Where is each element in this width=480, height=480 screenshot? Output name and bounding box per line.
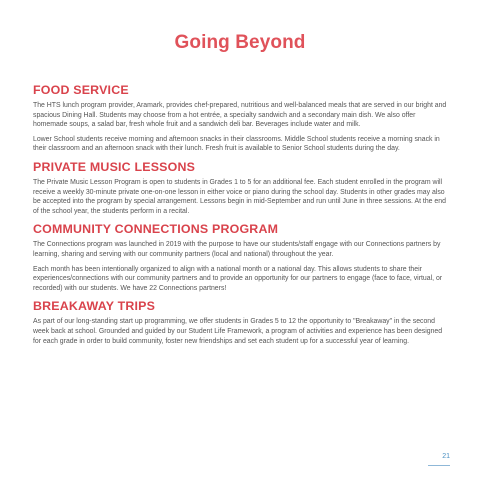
page-number-rule bbox=[428, 465, 450, 466]
page-number: 21 bbox=[442, 453, 450, 460]
section-heading: BREAKAWAY TRIPS bbox=[33, 299, 156, 314]
paragraph: As part of our long-standing start up programming, we offer students in Grades 5 to 12 the opportunity to "Breakaway" in the second week back at school. Grounded and guided by our Student Life Framework, a program of activities and experience has been designed for each grade in order to build community, foster new friendships and set each student up for a successful year of learning. bbox=[33, 318, 443, 345]
paragraph: The Private Music Lesson Program is open to students in Grades 1 to 5 for an additional fee. Each student enrolled in the program will receive a weekly 30-minute private one-on-one lesson in either voice or piano during the school day. Students in other grades may also be accepted into the program by special arrangement. Lessons begin in mid-September and run until June in three sessions. At the end of the school year, the students perform in a recital. bbox=[33, 178, 446, 215]
paragraph: The HTS lunch program provider, Aramark, provides chef-prepared, nutritious and well-balanced meals that are served in our bright and spacious Dining Hall. Students may choose from a hot entrée, a specialty sandwich and a secondary main dish. We also offer homemade soups, a salad bar, fresh whole fruit and a sandwich deli bar. Beverages include water and milk. bbox=[33, 102, 447, 129]
section-heading: FOOD SERVICE bbox=[33, 83, 129, 97]
section-food-service bbox=[33, 83, 449, 154]
section-heading: PRIVATE MUSIC LESSONS bbox=[33, 159, 196, 174]
paragraph: The Connections program was launched in 2019 with the purpose to have our students/staff engage with our Connections partners by learning, sharing and serving with our community partners (local and national) throughout the year. bbox=[33, 241, 441, 258]
paragraph: Lower School students receive morning and afternoon snacks in their classrooms. Middle School students receive a morning snack in their classroom and an afternoon snack with their lunch. Fresh fruit is available to Senior School students during the day. bbox=[33, 135, 440, 153]
paragraph: Each month has been intentionally organized to align with a national month or a national day. This allows students to share their experiences/connections with our community partners and to provide an opportunity for our partners to engage (face to face, virtual, or recorded) with our students. We have 22 Connections partners! bbox=[33, 265, 443, 292]
section-heading: COMMUNITY CONNECTIONS PROGRAM bbox=[33, 222, 279, 237]
page-title: Going Beyond bbox=[174, 32, 306, 53]
section-breakaway-trips bbox=[33, 299, 449, 346]
section-community-connections bbox=[33, 222, 449, 293]
content-column bbox=[33, 83, 449, 352]
section-private-music-lessons bbox=[33, 160, 449, 216]
